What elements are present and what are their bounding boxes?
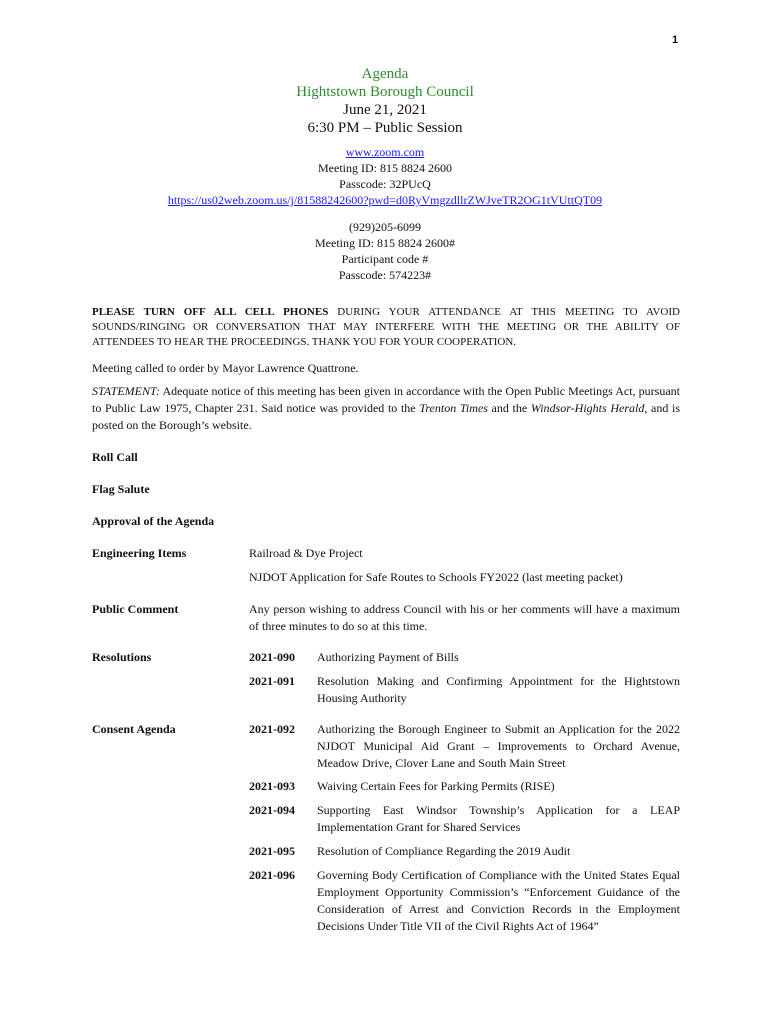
roll-call-heading: Roll Call	[92, 450, 138, 464]
notice-text: DURING YOUR ATTENDANCE AT THIS MEETING TO AVOID SOUNDS/RINGING OR CONVERSATION THAT MAY INTERFERE WITH THE MEETING OR THE ABILITY OF ATTENDEES TO HEAR THE PROCEEDINGS. THANK YOU FOR YOUR COOPERATION.	[92, 306, 680, 348]
resolution-text: Resolution of Compliance Regarding the 2019 Audit	[317, 844, 571, 858]
zoom-url-link[interactable]: www.zoom.com	[345, 145, 425, 159]
resolution-number: 2021-094	[249, 803, 295, 817]
cell-phone-notice	[92, 305, 680, 350]
council-name: Hightstown Borough Council	[296, 84, 474, 100]
resolutions-heading: Resolutions	[92, 650, 152, 664]
called-to-order: Meeting called to order by Mayor Lawrence Quattrone.	[92, 361, 359, 375]
resolution-number: 2021-095	[249, 844, 295, 858]
statement-label: STATEMENT:	[92, 384, 161, 398]
statement-text-3: , and is posted on the Borough’s website.	[92, 401, 680, 432]
resolution-text: Supporting East Windsor Township’s Application for a LEAP Implementation Grant for Shared Services	[317, 803, 680, 834]
resolution-number: 2021-092	[249, 722, 295, 736]
zoom-meeting-id: Meeting ID: 815 8824 2600	[318, 161, 452, 175]
zoom-info	[0, 144, 770, 208]
resolution-text: Governing Body Certification of Compliance with the United States Equal Employment Opportunity Commission’s “Enforcement Guidance of the Consideration of Arrest and Conviction Records in the Employment Decisions Under Title VII of the Civil Rights Act of 1964”	[317, 868, 680, 933]
public-comment-text: Any person wishing to address Council with his or her comments will have a maximum of three minutes to do so at this time.	[249, 602, 680, 633]
resolution-text: Authorizing Payment of Bills	[317, 650, 459, 664]
engineering-item: Railroad & Dye Project	[249, 546, 363, 560]
resolution-number: 2021-093	[249, 779, 295, 793]
flag-salute-heading: Flag Salute	[92, 482, 150, 496]
consent-agenda-heading: Consent Agenda	[92, 722, 176, 736]
resolution-text: Resolution Making and Confirming Appointment for the Hightstown Housing Authority	[317, 674, 680, 705]
notice-bold: PLEASE TURN OFF ALL CELL PHONES	[92, 306, 329, 318]
resolution-number: 2021-091	[249, 674, 295, 688]
statement-paragraph	[92, 383, 680, 434]
statement-paper-2: Windsor-Hights Herald	[530, 401, 645, 415]
session-time: 6:30 PM – Public Session	[307, 120, 463, 136]
zoom-passcode: Passcode: 32PUcQ	[339, 177, 431, 191]
statement-text-1: Adequate notice of this meeting has been given in accordance with the Open Public Meetings Act, pursuant to Public Law 1975, Chapter 231. Said notice was provided to the	[92, 384, 680, 415]
resolution-text: Authorizing the Borough Engineer to Submit an Application for the 2022 NJDOT Municipal Aid Grant – Improvements to Orchard Avenue, Meadow Drive, Clover Lane and South Main Street	[317, 722, 680, 770]
phone-participant-code: Participant code #	[341, 252, 429, 266]
engineering-heading: Engineering Items	[92, 546, 187, 560]
statement-text-2: and the	[487, 401, 531, 415]
page-number: 1	[672, 34, 679, 46]
phone-number: (929)205-6099	[349, 220, 421, 234]
public-comment-heading: Public Comment	[92, 602, 179, 616]
resolution-number: 2021-096	[249, 868, 295, 882]
zoom-join-link[interactable]: https://us02web.zoom.us/j/81588242600?pwd=d0RyVmgzdllrZWJveTR2OG1tVUttQT09	[167, 193, 603, 207]
approval-heading: Approval of the Agenda	[92, 514, 215, 528]
meeting-date: June 21, 2021	[343, 102, 427, 118]
resolution-number: 2021-090	[249, 650, 295, 664]
resolution-text: Waiving Certain Fees for Parking Permits (RISE)	[317, 779, 555, 793]
statement-paper-1: Trenton Times	[419, 401, 488, 415]
phone-passcode: Passcode: 574223#	[338, 268, 432, 282]
phone-info	[0, 219, 770, 283]
agenda-title: Agenda	[361, 66, 409, 82]
phone-meeting-id: Meeting ID: 815 8824 2600#	[315, 236, 455, 250]
engineering-item: NJDOT Application for Safe Routes to Schools FY2022 (last meeting packet)	[249, 570, 623, 584]
